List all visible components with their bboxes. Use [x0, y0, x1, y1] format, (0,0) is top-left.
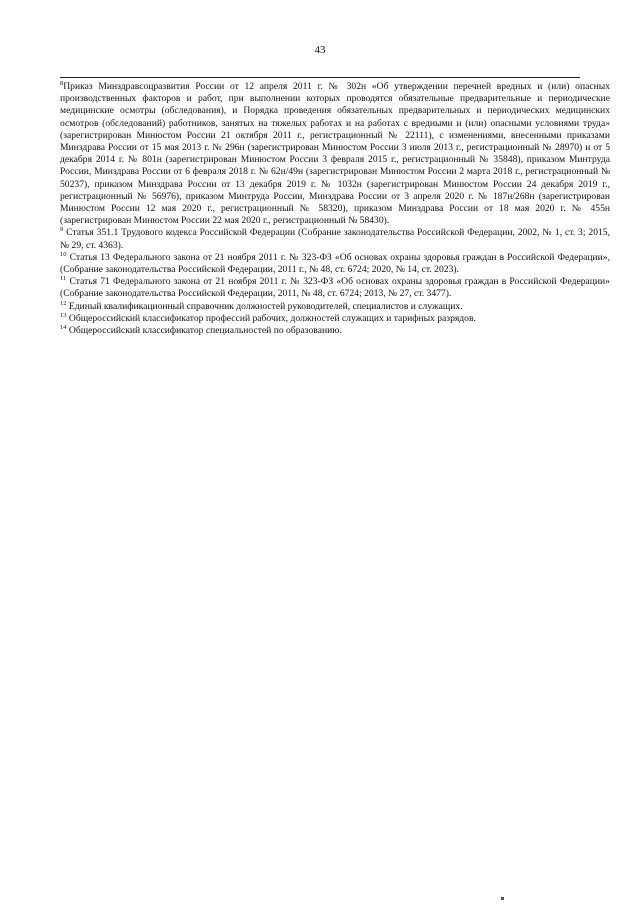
footnote-text: Общероссийский классификатор профессий рабочих, должностей служащих и тарифных разрядов. [68, 312, 476, 324]
footnote-text: Приказ Минздравсоцразвития России от 12 апреля 2011 г. № 302н «Об утверждении перечней вредных и (или) опасных производственных факторов и работ, при выполнении которых проводятся обязательные предварительные и периодические медицинские осмотры (обследования), и Порядка проведения обязательных предварительных и периодических медицинских осмотров (обследований) работников, занятых на тяжелых работах и на работах с вредными и (или) опасными условиями труда» (зарегистрирован Минюстом России 21 октября 2011 г., регистрационный № 22111), с изменениями, внесенными приказами Минздрава России от 15 мая 2013 г. № 296н (зарегистрирован Минюстом России 3 июля 2013 г., регистрационный № 28970) и от 5 декабря 2014 г. № 801н (зарегистрирован Минюстом России 3 февраля 2015 г., регистрационный № 35848), приказом Минтруда России, Минздрава России от 6 февраля 2018 г. № 62н/49н (зарегистрирован Минюстом России 2 марта 2018 г., регистрационный № 50237), приказом Минздрава России от 13 декабря 2019 г. № 1032н (зарегистрирован Минюстом России 24 декабря 2019 г., регистрационный № 56976), приказом Минтруда России, Минздрава России от 3 апреля 2020 г. № 187н/268н (зарегистрирован Минюстом России 12 мая 2020 г., регистрационный № 58320), приказом Минздрава России от 18 мая 2020 г. № 455н (зарегистрирован Минюстом России 22 мая 2020 г., регистрационный № 58430). [60, 81, 610, 227]
footnote-rule [60, 77, 580, 78]
footnote-mark: 11 [60, 275, 67, 283]
footnote-13 [60, 313, 610, 325]
footnotes [60, 81, 610, 337]
footnote-mark: 14 [60, 323, 67, 331]
footnote-10 [60, 252, 610, 276]
footnote-9 [60, 227, 610, 251]
footnote-text: Статья 71 Федерального закона от 21 ноября 2011 г. № 323-ФЗ «Об основах охраны здоровья граждан в Российской Федерации» (Собрание законодательства Российской Федерации, 2011, № 48, ст. 6724; 2013, № 27, ст. 3477). [60, 276, 610, 300]
footnote-12 [60, 301, 610, 313]
scan-speck [501, 897, 504, 900]
footnote-8 [60, 81, 610, 227]
footnote-text: Статья 351.1 Трудового кодекса Российской Федерации (Собрание законодательства Российской Федерации, 2002, № 1, ст. 3; 2015, № 29, ст. 4363). [60, 227, 611, 251]
footnote-mark: 12 [60, 299, 67, 307]
footnote-text: Общероссийский классификатор специальностей по образованию. [68, 325, 342, 337]
page-number: 43 [314, 44, 326, 56]
footnote-11 [60, 276, 610, 300]
footnote-text: Единый квалификационный справочник должностей руководителей, специалистов и служащих. [68, 300, 463, 312]
footnote-mark: 13 [60, 311, 67, 319]
footnote-mark: 9 [60, 226, 64, 234]
footnote-text: Статья 13 Федерального закона от 21 ноября 2011 г. № 323-ФЗ «Об основах охраны здоровья граждан в Российской Федерации», (Собрание законодательства Российской Федерации, 2011 г., № 48, ст. 6724; 2020, № 14, ст. 2023). [60, 251, 610, 276]
footnote-14 [60, 325, 610, 337]
footnote-mark: 8 [60, 79, 64, 87]
footnote-mark: 10 [60, 250, 67, 258]
